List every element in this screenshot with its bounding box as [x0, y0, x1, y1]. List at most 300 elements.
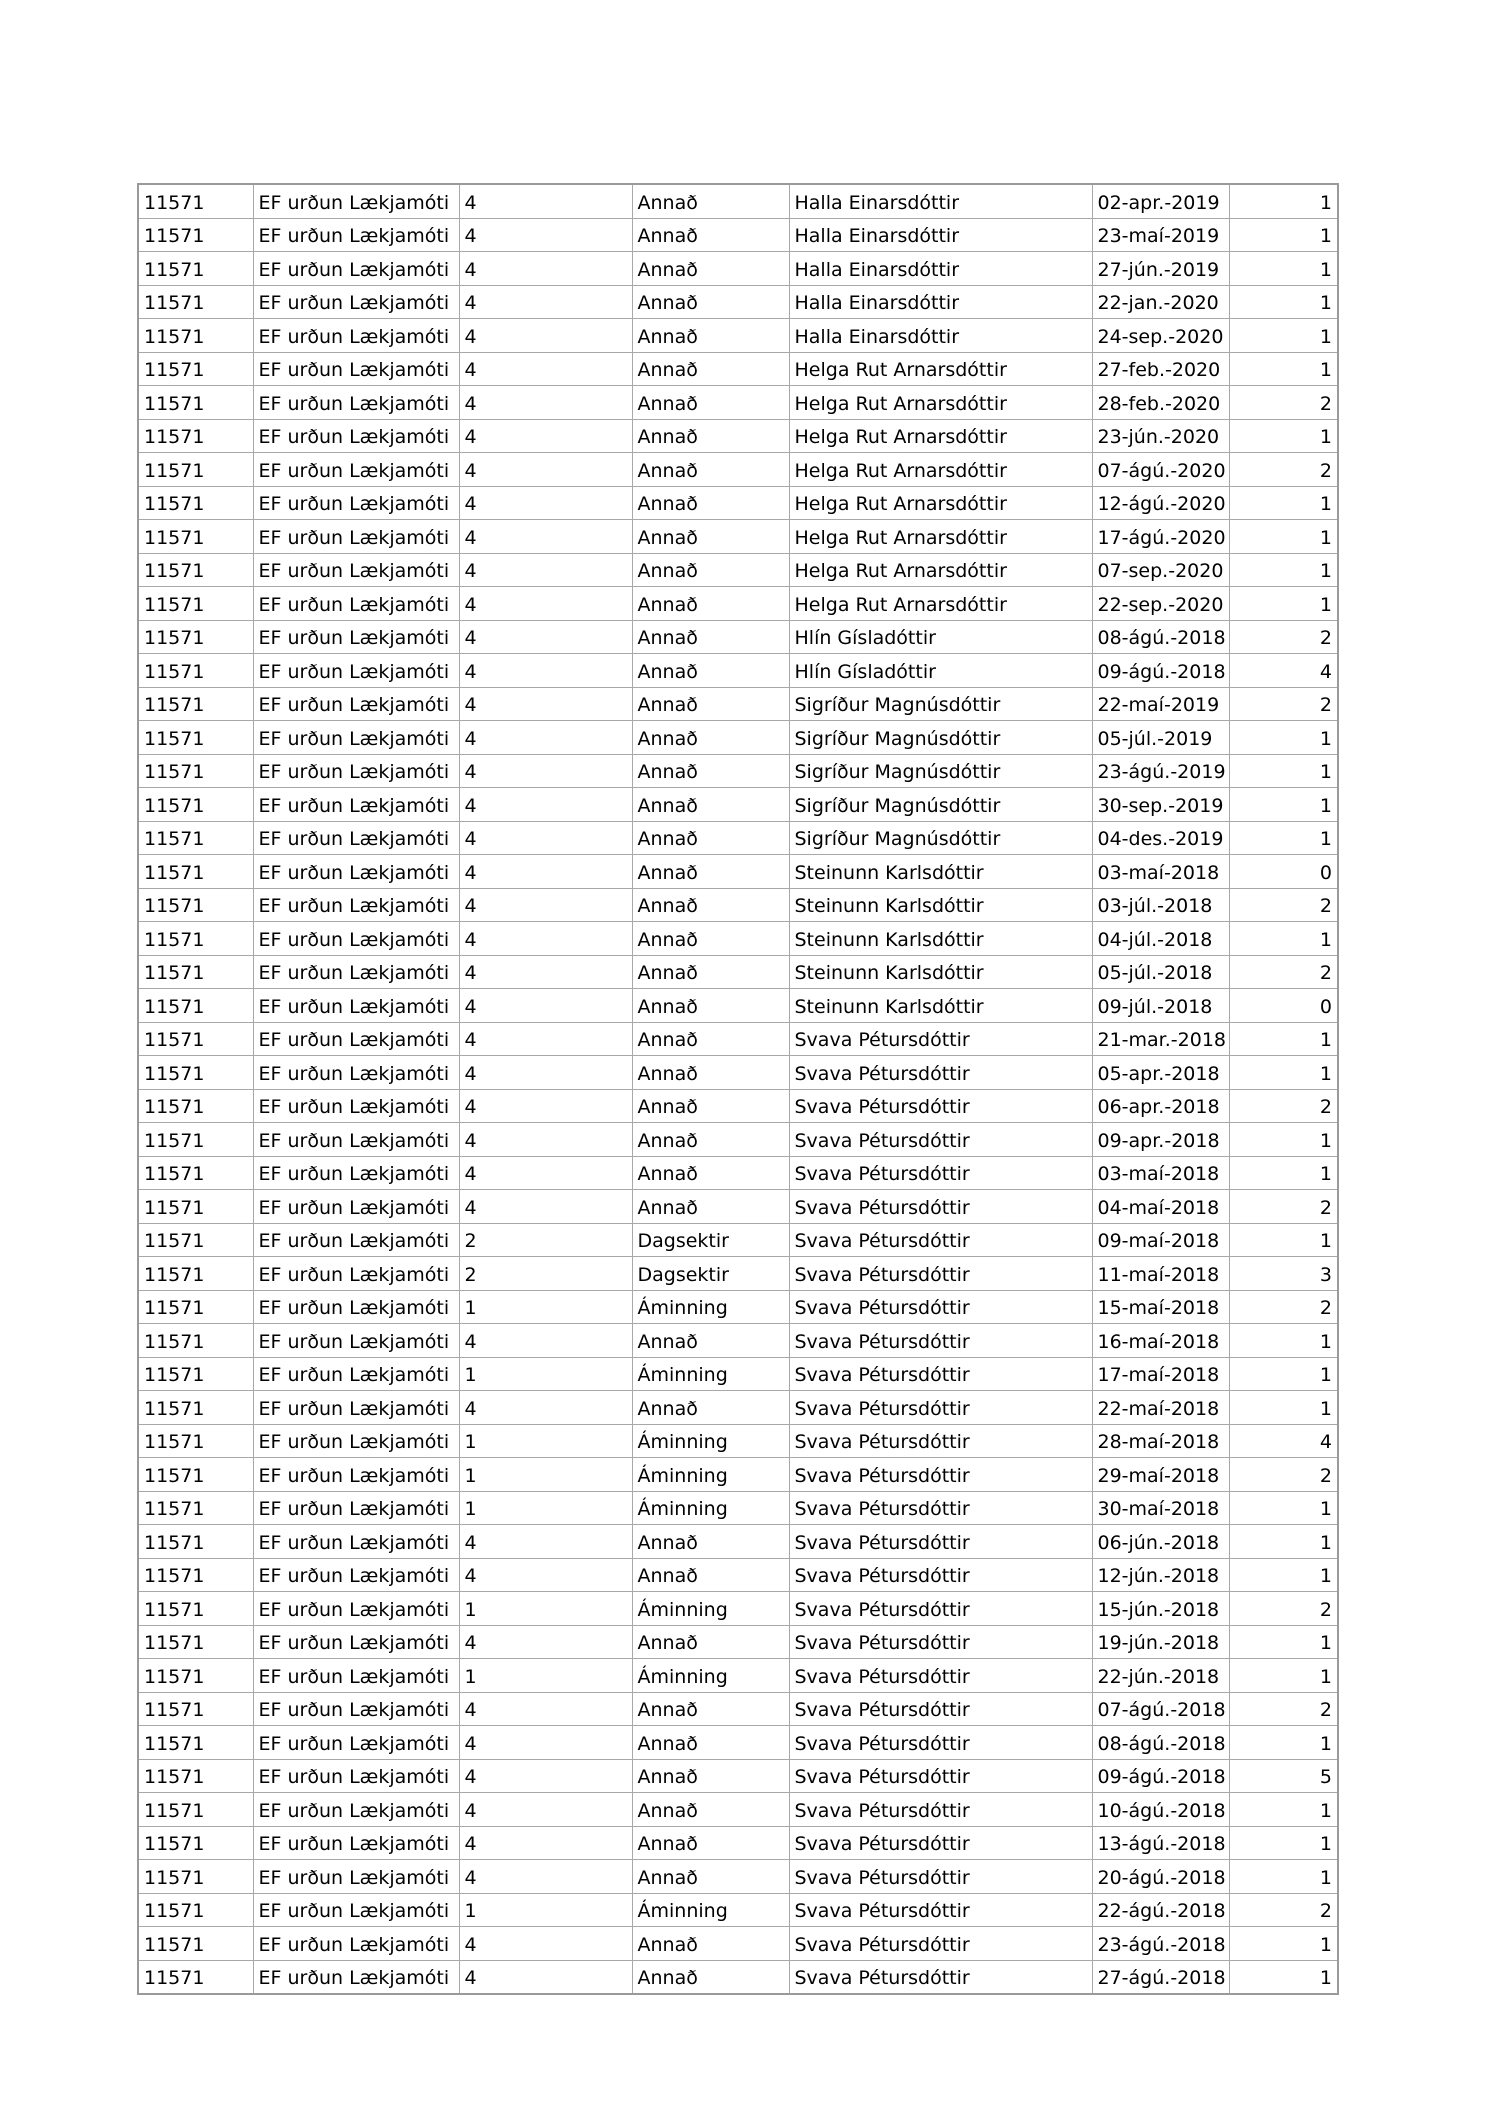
code-cell: 4: [459, 1391, 632, 1425]
facility-cell: EF urðun Lækjamóti: [253, 1659, 459, 1693]
id-cell: 11571: [138, 1458, 253, 1492]
inspector-cell: Helga Rut Arnarsdóttir: [789, 386, 1092, 420]
id-cell: 11571: [138, 1123, 253, 1157]
id-cell: 11571: [138, 721, 253, 755]
id-cell: 11571: [138, 1659, 253, 1693]
date-cell: 19-jún.-2018: [1092, 1625, 1229, 1659]
count-cell: 1: [1229, 1491, 1338, 1525]
table-row: [138, 721, 1338, 755]
inspector-cell: Svava Pétursdóttir: [789, 1324, 1092, 1358]
facility-cell: EF urðun Lækjamóti: [253, 1290, 459, 1324]
table-row: [138, 1424, 1338, 1458]
code-cell: 4: [459, 1692, 632, 1726]
facility-cell: EF urðun Lækjamóti: [253, 788, 459, 822]
id-cell: 11571: [138, 1290, 253, 1324]
date-cell: 08-ágú.-2018: [1092, 620, 1229, 654]
code-cell: 2: [459, 1257, 632, 1291]
table-row: [138, 1056, 1338, 1090]
count-cell: 1: [1229, 1391, 1338, 1425]
count-cell: 1: [1229, 520, 1338, 554]
type-cell: Annað: [632, 1056, 789, 1090]
code-cell: 4: [459, 486, 632, 520]
id-cell: 11571: [138, 1960, 253, 1994]
date-cell: 28-maí-2018: [1092, 1424, 1229, 1458]
date-cell: 07-ágú.-2020: [1092, 453, 1229, 487]
facility-cell: EF urðun Lækjamóti: [253, 1893, 459, 1927]
date-cell: 20-ágú.-2018: [1092, 1860, 1229, 1894]
date-cell: 22-ágú.-2018: [1092, 1893, 1229, 1927]
inspector-cell: Svava Pétursdóttir: [789, 1692, 1092, 1726]
facility-cell: EF urðun Lækjamóti: [253, 553, 459, 587]
inspector-cell: Steinunn Karlsdóttir: [789, 955, 1092, 989]
count-cell: 1: [1229, 419, 1338, 453]
id-cell: 11571: [138, 1022, 253, 1056]
code-cell: 1: [459, 1290, 632, 1324]
date-cell: 22-sep.-2020: [1092, 587, 1229, 621]
date-cell: 09-ágú.-2018: [1092, 1759, 1229, 1793]
table-row: [138, 1759, 1338, 1793]
inspector-cell: Svava Pétursdóttir: [789, 1190, 1092, 1224]
records-table: [137, 183, 1339, 1995]
table-row: [138, 855, 1338, 889]
type-cell: Annað: [632, 520, 789, 554]
type-cell: Annað: [632, 1558, 789, 1592]
inspector-cell: Svava Pétursdóttir: [789, 1391, 1092, 1425]
count-cell: 1: [1229, 1525, 1338, 1559]
date-cell: 02-apr.-2019: [1092, 184, 1229, 218]
table-row: [138, 1960, 1338, 1994]
inspector-cell: Sigríður Magnúsdóttir: [789, 721, 1092, 755]
inspector-cell: Svava Pétursdóttir: [789, 1860, 1092, 1894]
code-cell: 4: [459, 721, 632, 755]
id-cell: 11571: [138, 1324, 253, 1358]
table-row: [138, 285, 1338, 319]
count-cell: 2: [1229, 620, 1338, 654]
table-row: [138, 922, 1338, 956]
id-cell: 11571: [138, 1860, 253, 1894]
count-cell: 1: [1229, 1558, 1338, 1592]
type-cell: Annað: [632, 1759, 789, 1793]
code-cell: 1: [459, 1458, 632, 1492]
date-cell: 09-ágú.-2018: [1092, 654, 1229, 688]
date-cell: 22-jan.-2020: [1092, 285, 1229, 319]
facility-cell: EF urðun Lækjamóti: [253, 1391, 459, 1425]
count-cell: 1: [1229, 218, 1338, 252]
facility-cell: EF urðun Lækjamóti: [253, 1357, 459, 1391]
type-cell: Annað: [632, 821, 789, 855]
code-cell: 4: [459, 285, 632, 319]
code-cell: 4: [459, 419, 632, 453]
facility-cell: EF urðun Lækjamóti: [253, 721, 459, 755]
code-cell: 4: [459, 620, 632, 654]
count-cell: 1: [1229, 721, 1338, 755]
table-row: [138, 1793, 1338, 1827]
code-cell: 4: [459, 252, 632, 286]
code-cell: 4: [459, 1826, 632, 1860]
date-cell: 06-jún.-2018: [1092, 1525, 1229, 1559]
id-cell: 11571: [138, 419, 253, 453]
id-cell: 11571: [138, 687, 253, 721]
type-cell: Annað: [632, 285, 789, 319]
code-cell: 4: [459, 1625, 632, 1659]
table-row: [138, 486, 1338, 520]
count-cell: 1: [1229, 1123, 1338, 1157]
count-cell: 1: [1229, 1357, 1338, 1391]
count-cell: 2: [1229, 1893, 1338, 1927]
date-cell: 12-ágú.-2020: [1092, 486, 1229, 520]
table-row: [138, 1893, 1338, 1927]
code-cell: 4: [459, 1156, 632, 1190]
id-cell: 11571: [138, 252, 253, 286]
inspector-cell: Svava Pétursdóttir: [789, 1491, 1092, 1525]
code-cell: 2: [459, 1223, 632, 1257]
table-row: [138, 620, 1338, 654]
code-cell: 4: [459, 1123, 632, 1157]
date-cell: 16-maí-2018: [1092, 1324, 1229, 1358]
code-cell: 4: [459, 1726, 632, 1760]
code-cell: 1: [459, 1659, 632, 1693]
code-cell: 4: [459, 888, 632, 922]
inspector-cell: Helga Rut Arnarsdóttir: [789, 453, 1092, 487]
date-cell: 15-jún.-2018: [1092, 1592, 1229, 1626]
id-cell: 11571: [138, 821, 253, 855]
date-cell: 24-sep.-2020: [1092, 319, 1229, 353]
type-cell: Annað: [632, 587, 789, 621]
type-cell: Annað: [632, 1022, 789, 1056]
inspector-cell: Svava Pétursdóttir: [789, 1022, 1092, 1056]
date-cell: 27-feb.-2020: [1092, 352, 1229, 386]
date-cell: 05-apr.-2018: [1092, 1056, 1229, 1090]
id-cell: 11571: [138, 1793, 253, 1827]
facility-cell: EF urðun Lækjamóti: [253, 1592, 459, 1626]
code-cell: 1: [459, 1357, 632, 1391]
id-cell: 11571: [138, 1592, 253, 1626]
count-cell: 1: [1229, 1659, 1338, 1693]
count-cell: 1: [1229, 922, 1338, 956]
table-row: [138, 319, 1338, 353]
id-cell: 11571: [138, 1357, 253, 1391]
facility-cell: EF urðun Lækjamóti: [253, 218, 459, 252]
table-row: [138, 184, 1338, 218]
type-cell: Annað: [632, 486, 789, 520]
inspector-cell: Halla Einarsdóttir: [789, 218, 1092, 252]
code-cell: 4: [459, 1759, 632, 1793]
table-row: [138, 1290, 1338, 1324]
facility-cell: EF urðun Lækjamóti: [253, 754, 459, 788]
date-cell: 04-maí-2018: [1092, 1190, 1229, 1224]
facility-cell: EF urðun Lækjamóti: [253, 184, 459, 218]
table-row: [138, 1860, 1338, 1894]
code-cell: 4: [459, 553, 632, 587]
type-cell: Annað: [632, 1927, 789, 1961]
inspector-cell: Sigríður Magnúsdóttir: [789, 821, 1092, 855]
id-cell: 11571: [138, 788, 253, 822]
type-cell: Áminning: [632, 1458, 789, 1492]
code-cell: 4: [459, 1558, 632, 1592]
type-cell: Áminning: [632, 1357, 789, 1391]
data-sheet: [137, 183, 1337, 1995]
type-cell: Annað: [632, 654, 789, 688]
type-cell: Annað: [632, 955, 789, 989]
count-cell: 1: [1229, 587, 1338, 621]
table-row: [138, 352, 1338, 386]
date-cell: 06-apr.-2018: [1092, 1089, 1229, 1123]
count-cell: 1: [1229, 319, 1338, 353]
table-row: [138, 989, 1338, 1023]
date-cell: 13-ágú.-2018: [1092, 1826, 1229, 1860]
facility-cell: EF urðun Lækjamóti: [253, 386, 459, 420]
date-cell: 17-ágú.-2020: [1092, 520, 1229, 554]
date-cell: 23-maí-2019: [1092, 218, 1229, 252]
facility-cell: EF urðun Lækjamóti: [253, 1793, 459, 1827]
date-cell: 11-maí-2018: [1092, 1257, 1229, 1291]
date-cell: 27-ágú.-2018: [1092, 1960, 1229, 1994]
type-cell: Annað: [632, 1692, 789, 1726]
facility-cell: EF urðun Lækjamóti: [253, 1089, 459, 1123]
code-cell: 4: [459, 788, 632, 822]
inspector-cell: Svava Pétursdóttir: [789, 1625, 1092, 1659]
inspector-cell: Svava Pétursdóttir: [789, 1123, 1092, 1157]
count-cell: 1: [1229, 252, 1338, 286]
facility-cell: EF urðun Lækjamóti: [253, 687, 459, 721]
inspector-cell: Helga Rut Arnarsdóttir: [789, 520, 1092, 554]
code-cell: 4: [459, 1525, 632, 1559]
facility-cell: EF urðun Lækjamóti: [253, 1022, 459, 1056]
count-cell: 1: [1229, 1960, 1338, 1994]
id-cell: 11571: [138, 1759, 253, 1793]
table-row: [138, 754, 1338, 788]
code-cell: 4: [459, 352, 632, 386]
inspector-cell: Svava Pétursdóttir: [789, 1424, 1092, 1458]
id-cell: 11571: [138, 184, 253, 218]
date-cell: 04-júl.-2018: [1092, 922, 1229, 956]
facility-cell: EF urðun Lækjamóti: [253, 922, 459, 956]
table-row: [138, 419, 1338, 453]
table-row: [138, 888, 1338, 922]
date-cell: 05-júl.-2018: [1092, 955, 1229, 989]
inspector-cell: Svava Pétursdóttir: [789, 1089, 1092, 1123]
facility-cell: EF urðun Lækjamóti: [253, 1759, 459, 1793]
table-row: [138, 1491, 1338, 1525]
inspector-cell: Sigríður Magnúsdóttir: [789, 754, 1092, 788]
type-cell: Annað: [632, 553, 789, 587]
code-cell: 4: [459, 1056, 632, 1090]
table-row: [138, 386, 1338, 420]
table-row: [138, 1022, 1338, 1056]
inspector-cell: Svava Pétursdóttir: [789, 1056, 1092, 1090]
table-row: [138, 520, 1338, 554]
inspector-cell: Svava Pétursdóttir: [789, 1793, 1092, 1827]
table-row: [138, 1123, 1338, 1157]
count-cell: 2: [1229, 687, 1338, 721]
type-cell: Annað: [632, 922, 789, 956]
date-cell: 23-ágú.-2019: [1092, 754, 1229, 788]
table-row: [138, 1190, 1338, 1224]
count-cell: 1: [1229, 1793, 1338, 1827]
facility-cell: EF urðun Lækjamóti: [253, 419, 459, 453]
count-cell: 1: [1229, 352, 1338, 386]
id-cell: 11571: [138, 855, 253, 889]
code-cell: 4: [459, 386, 632, 420]
type-cell: Annað: [632, 386, 789, 420]
id-cell: 11571: [138, 352, 253, 386]
type-cell: Annað: [632, 218, 789, 252]
type-cell: Annað: [632, 1826, 789, 1860]
facility-cell: EF urðun Lækjamóti: [253, 486, 459, 520]
table-row: [138, 252, 1338, 286]
table-row: [138, 1223, 1338, 1257]
count-cell: 1: [1229, 1223, 1338, 1257]
code-cell: 4: [459, 1324, 632, 1358]
count-cell: 1: [1229, 1022, 1338, 1056]
date-cell: 05-júl.-2019: [1092, 721, 1229, 755]
count-cell: 0: [1229, 989, 1338, 1023]
inspector-cell: Svava Pétursdóttir: [789, 1759, 1092, 1793]
inspector-cell: Helga Rut Arnarsdóttir: [789, 553, 1092, 587]
inspector-cell: Halla Einarsdóttir: [789, 184, 1092, 218]
table-row: [138, 1826, 1338, 1860]
facility-cell: EF urðun Lækjamóti: [253, 1458, 459, 1492]
inspector-cell: Svava Pétursdóttir: [789, 1927, 1092, 1961]
facility-cell: EF urðun Lækjamóti: [253, 1491, 459, 1525]
facility-cell: EF urðun Lækjamóti: [253, 352, 459, 386]
date-cell: 30-sep.-2019: [1092, 788, 1229, 822]
count-cell: 2: [1229, 1290, 1338, 1324]
id-cell: 11571: [138, 1391, 253, 1425]
type-cell: Dagsektir: [632, 1257, 789, 1291]
date-cell: 09-apr.-2018: [1092, 1123, 1229, 1157]
code-cell: 4: [459, 687, 632, 721]
type-cell: Annað: [632, 1123, 789, 1157]
count-cell: 1: [1229, 1324, 1338, 1358]
inspector-cell: Steinunn Karlsdóttir: [789, 989, 1092, 1023]
table-row: [138, 1324, 1338, 1358]
code-cell: 4: [459, 754, 632, 788]
table-row: [138, 1357, 1338, 1391]
table-row: [138, 1257, 1338, 1291]
date-cell: 07-ágú.-2018: [1092, 1692, 1229, 1726]
type-cell: Annað: [632, 1324, 789, 1358]
facility-cell: EF urðun Lækjamóti: [253, 955, 459, 989]
facility-cell: EF urðun Lækjamóti: [253, 1190, 459, 1224]
code-cell: 4: [459, 1860, 632, 1894]
inspector-cell: Steinunn Karlsdóttir: [789, 922, 1092, 956]
count-cell: 2: [1229, 453, 1338, 487]
date-cell: 09-júl.-2018: [1092, 989, 1229, 1023]
id-cell: 11571: [138, 1625, 253, 1659]
type-cell: Annað: [632, 1156, 789, 1190]
type-cell: Dagsektir: [632, 1223, 789, 1257]
facility-cell: EF urðun Lækjamóti: [253, 587, 459, 621]
table-row: [138, 587, 1338, 621]
code-cell: 1: [459, 1893, 632, 1927]
date-cell: 04-des.-2019: [1092, 821, 1229, 855]
count-cell: 0: [1229, 855, 1338, 889]
id-cell: 11571: [138, 386, 253, 420]
id-cell: 11571: [138, 1927, 253, 1961]
facility-cell: EF urðun Lækjamóti: [253, 1056, 459, 1090]
inspector-cell: Sigríður Magnúsdóttir: [789, 788, 1092, 822]
count-cell: 3: [1229, 1257, 1338, 1291]
type-cell: Annað: [632, 989, 789, 1023]
date-cell: 10-ágú.-2018: [1092, 1793, 1229, 1827]
date-cell: 22-maí-2019: [1092, 687, 1229, 721]
facility-cell: EF urðun Lækjamóti: [253, 1156, 459, 1190]
id-cell: 11571: [138, 754, 253, 788]
id-cell: 11571: [138, 587, 253, 621]
count-cell: 4: [1229, 654, 1338, 688]
type-cell: Annað: [632, 721, 789, 755]
date-cell: 17-maí-2018: [1092, 1357, 1229, 1391]
code-cell: 4: [459, 654, 632, 688]
facility-cell: EF urðun Lækjamóti: [253, 285, 459, 319]
count-cell: 5: [1229, 1759, 1338, 1793]
inspector-cell: Svava Pétursdóttir: [789, 1826, 1092, 1860]
code-cell: 4: [459, 1089, 632, 1123]
type-cell: Annað: [632, 1860, 789, 1894]
date-cell: 03-júl.-2018: [1092, 888, 1229, 922]
date-cell: 12-jún.-2018: [1092, 1558, 1229, 1592]
code-cell: 4: [459, 1022, 632, 1056]
id-cell: 11571: [138, 1525, 253, 1559]
inspector-cell: Svava Pétursdóttir: [789, 1726, 1092, 1760]
facility-cell: EF urðun Lækjamóti: [253, 821, 459, 855]
table-row: [138, 453, 1338, 487]
facility-cell: EF urðun Lækjamóti: [253, 1525, 459, 1559]
facility-cell: EF urðun Lækjamóti: [253, 1692, 459, 1726]
inspector-cell: Helga Rut Arnarsdóttir: [789, 419, 1092, 453]
inspector-cell: Halla Einarsdóttir: [789, 252, 1092, 286]
table-row: [138, 1458, 1338, 1492]
inspector-cell: Sigríður Magnúsdóttir: [789, 687, 1092, 721]
inspector-cell: Helga Rut Arnarsdóttir: [789, 587, 1092, 621]
code-cell: 4: [459, 1190, 632, 1224]
id-cell: 11571: [138, 1424, 253, 1458]
count-cell: 2: [1229, 1592, 1338, 1626]
type-cell: Annað: [632, 888, 789, 922]
records-table-body: [138, 184, 1338, 1994]
type-cell: Annað: [632, 352, 789, 386]
table-row: [138, 654, 1338, 688]
facility-cell: EF urðun Lækjamóti: [253, 1324, 459, 1358]
count-cell: 1: [1229, 184, 1338, 218]
type-cell: Annað: [632, 1525, 789, 1559]
facility-cell: EF urðun Lækjamóti: [253, 1558, 459, 1592]
table-row: [138, 1558, 1338, 1592]
id-cell: 11571: [138, 218, 253, 252]
table-row: [138, 1525, 1338, 1559]
date-cell: 03-maí-2018: [1092, 855, 1229, 889]
inspector-cell: Steinunn Karlsdóttir: [789, 888, 1092, 922]
table-row: [138, 1156, 1338, 1190]
type-cell: Annað: [632, 687, 789, 721]
id-cell: 11571: [138, 285, 253, 319]
count-cell: 1: [1229, 821, 1338, 855]
inspector-cell: Helga Rut Arnarsdóttir: [789, 352, 1092, 386]
type-cell: Annað: [632, 319, 789, 353]
code-cell: 1: [459, 1592, 632, 1626]
code-cell: 4: [459, 1793, 632, 1827]
date-cell: 09-maí-2018: [1092, 1223, 1229, 1257]
inspector-cell: Helga Rut Arnarsdóttir: [789, 486, 1092, 520]
type-cell: Annað: [632, 252, 789, 286]
inspector-cell: Svava Pétursdóttir: [789, 1290, 1092, 1324]
type-cell: Áminning: [632, 1592, 789, 1626]
id-cell: 11571: [138, 1156, 253, 1190]
facility-cell: EF urðun Lækjamóti: [253, 1625, 459, 1659]
count-cell: 4: [1229, 1424, 1338, 1458]
code-cell: 4: [459, 520, 632, 554]
